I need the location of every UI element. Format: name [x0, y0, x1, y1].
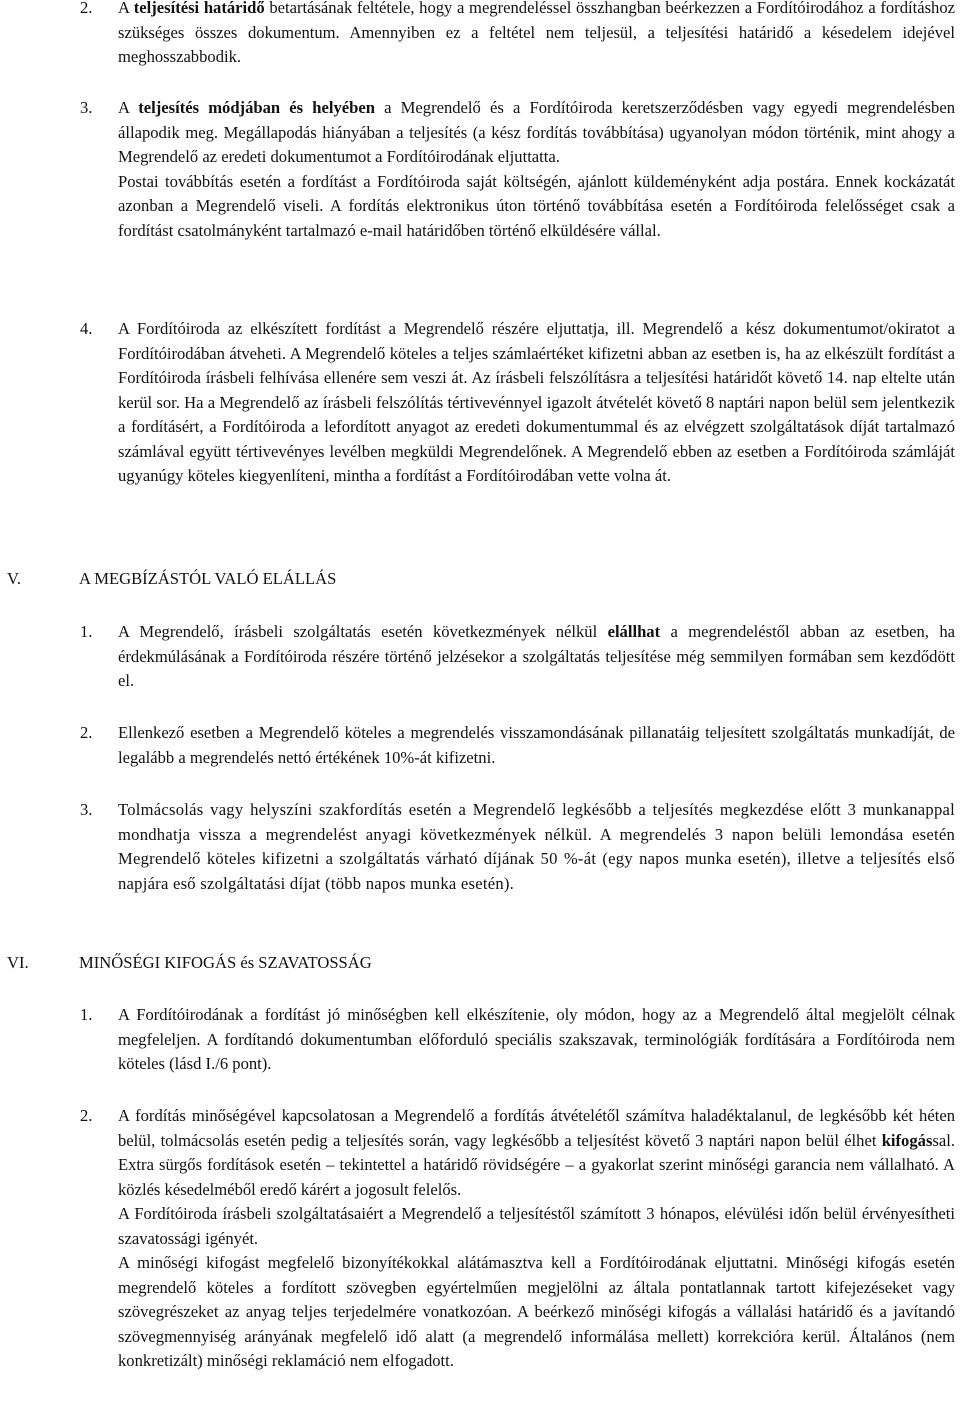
- item-number: 2.: [80, 1106, 93, 1125]
- item-text: A teljesítés módjában és helyében a Megrendelő és a Fordítóiroda keretszerződésben vagy egyedi megrendelésben állapodik meg. Megállapodás hiányában a teljesítés (a kész fordítás továbbítása) ugyanolyan módon történik, mint ahogy a Megrendelő az eredeti dokumentumot a Fordítóirodának eljuttatta. Postai továbbítás esetén a fordítást a Fordítóiroda saját költségén, ajánlott küldeményként adja postára. Ennek kockázatát azonban a Megrendelő viseli. A fordítás elektronikus úton történő továbbítása esetén a Fordítóiroda felelősséget csak a fordítást csatolmányként tartalmazó e-mail határidőben történő elküldésére vállal.: [118, 96, 955, 243]
- item-number: 1.: [80, 1005, 93, 1024]
- item-number: 2.: [80, 0, 93, 17]
- section-title: MINŐSÉGI KIFOGÁS és SZAVATOSSÁG: [79, 953, 372, 972]
- item-number: 1.: [80, 622, 93, 641]
- bold-term: elállhat: [607, 622, 661, 641]
- bold-term: teljesítési határidő: [133, 0, 265, 17]
- paragraph: A minőségi kifogást megfelelő bizonyítékokkal alátámasztva kell a Fordítóirodának eljuttatni. Minőségi kifogás esetén megrendelő köteles a fordított szövegben egyértelműen megjelölni az általa pontatlannak tartott kifejezéseket vagy szövegrészeket az anyag teljes terjedelmére vonatkozóan. A beérkező minőségi kifogás a vállalási határidő és a javítandó szövegmennyiség arányának megfelelő idő alatt (a megrendelő informálása mellett) korrekcióra kerül. Általános (nem konkretizált) minőségi reklamáció nem elfogadott.: [118, 1253, 955, 1370]
- item-text: A fordítás minőségével kapcsolatosan a Megrendelő a fordítás átvételétől számítva haladéktalanul, de legkésőbb két héten belül, tolmácsolás esetén pedig a teljesítés során, vagy legkésőbb a teljesítést követő 3 naptári napon belül élhet kifogással. Extra sürgős fordítások esetén – tekintettel a határidő rövidségére – a gyakorlat szerint minőségi garancia nem vállalható. A közlés késedelméből eredő kárért a jogosult felelős. A Fordítóiroda írásbeli szolgáltatásaiért a Megrendelő a teljesítéstől számított 3 hónapos, elévülési időn belül érvényesítheti szavatossági igényét. A minőségi kifogást megfelelő bizonyítékokkal alátámasztva kell a Fordítóirodának eljuttatni. Minőségi kifogás esetén megrendelő köteles a fordított szövegben egyértelműen megjelölni az általa pontatlannak tartott kifejezéseket vagy szövegrészeket az anyag teljes terjedelmére vonatkozóan. A beérkező minőségi kifogás a vállalási határidő és a javítandó szövegmennyiség arányának megfelelő idő alatt (a megrendelő informálása mellett) korrekcióra kerül. Általános (nem konkretizált) minőségi reklamáció nem elfogadott.: [118, 1104, 955, 1374]
- item-text: A teljesítési határidő betartásának feltétele, hogy a megrendeléssel összhangban beérkezzen a Fordítóirodához a fordításhoz szükséges összes dokumentum. Amennyiben ez a feltétel nem teljesül, a teljesítési határidő a késedelem idejével meghosszabbodik.: [118, 0, 955, 66]
- item-text: A Fordítóiroda az elkészített fordítást a Megrendelő részére eljuttatja, ill. Megrendelő a kész dokumentumot/okiratot a Fordítóirodában átveheti. A Megrendelő köteles a teljes számlaértéket kifizetni abban az esetben is, ha az elkészült fordítást a Fordítóiroda írásbeli felhívása ellenére sem veszi át. Az írásbeli felszólításra a teljesítési határidőt követő 14. nap eltelte után kerül sor. Ha a Megrendelő az írásbeli felszólítás tértivevénnyel igazolt átvételét követő 8 naptári napon belül sem jelentkezik a fordításért, a Fordítóiroda a lefordított anyagot az eredeti dokumentummal és az elvégzett szolgáltatások díját tartalmazó számlával együtt tértivevényes levélben megküldi Megrendelőnek. A Megrendelő ebben az esetben a Fordítóiroda számláját ugyanúgy köteles kiegyenlíteni, mintha a fordítást a Fordítóirodában vette volna át.: [118, 319, 955, 485]
- item-number: 3.: [80, 800, 93, 819]
- section-number: VI.: [7, 953, 29, 972]
- bold-term: kifogás: [881, 1130, 933, 1150]
- item-number: 2.: [80, 723, 93, 742]
- item-text: A Fordítóirodának a fordítást jó minőségben kell elkészítenie, oly módon, hogy az a Megrendelő által megjelölt célnak megfeleljen. A fordítandó dokumentumban előforduló speciális szakszavak, terminológiák fordítására a Fordítóiroda nem köteles (lásd I./6 pont).: [118, 1005, 955, 1073]
- section-title: A MEGBÍZÁSTÓL VALÓ ELÁLLÁS: [79, 569, 337, 588]
- paragraph: A Fordítóiroda írásbeli szolgáltatásaiért a Megrendelő a teljesítéstől számított 3 hónapos, elévülési időn belül érvényesítheti szavatossági igényét.: [118, 1204, 955, 1248]
- bold-term: teljesítés módjában és helyében: [138, 98, 375, 117]
- paragraph: Postai továbbítás esetén a fordítást a Fordítóiroda saját költségén, ajánlott küldeményként adja postára. Ennek kockázatát azonban a Megrendelő viseli. A fordítás elektronikus úton történő továbbítása esetén a Fordítóiroda felelősséget csak a fordítást csatolmányként tartalmazó e-mail határidőben történő elküldésére vállal.: [118, 171, 955, 240]
- section-number: V.: [7, 569, 21, 588]
- item-text: Tolmácsolás vagy helyszíni szakfordítás esetén a Megrendelő legkésőbb a teljesítés megkezdése előtt 3 munkanappal mondhatja vissza a megrendelést anyagi következmények nélkül. A megrendelés 3 napon belüli lemondása esetén Megrendelő köteles kifizetni a szolgáltatás várható díjának 50 %-át (egy napos munka esetén), illetve a teljesítés első napjára eső szolgáltatási díjat (több napos munka esetén).: [118, 800, 955, 893]
- item-text: Ellenkező esetben a Megrendelő köteles a megrendelés visszamondásának pillanatáig teljesített szolgáltatás munkadíját, de legalább a megrendelés nettó értékének 10%-át kifizetni.: [118, 723, 955, 767]
- item-number: 3.: [80, 98, 93, 117]
- item-text: A Megrendelő, írásbeli szolgáltatás esetén következmények nélkül elállhat a megrendeléstől abban az esetben, ha érdekmúlásának a Fordítóiroda részére történő jelzésekor a szolgáltatás teljesítése még semmilyen formában sem kezdődött el.: [118, 622, 955, 690]
- item-number: 4.: [80, 319, 93, 338]
